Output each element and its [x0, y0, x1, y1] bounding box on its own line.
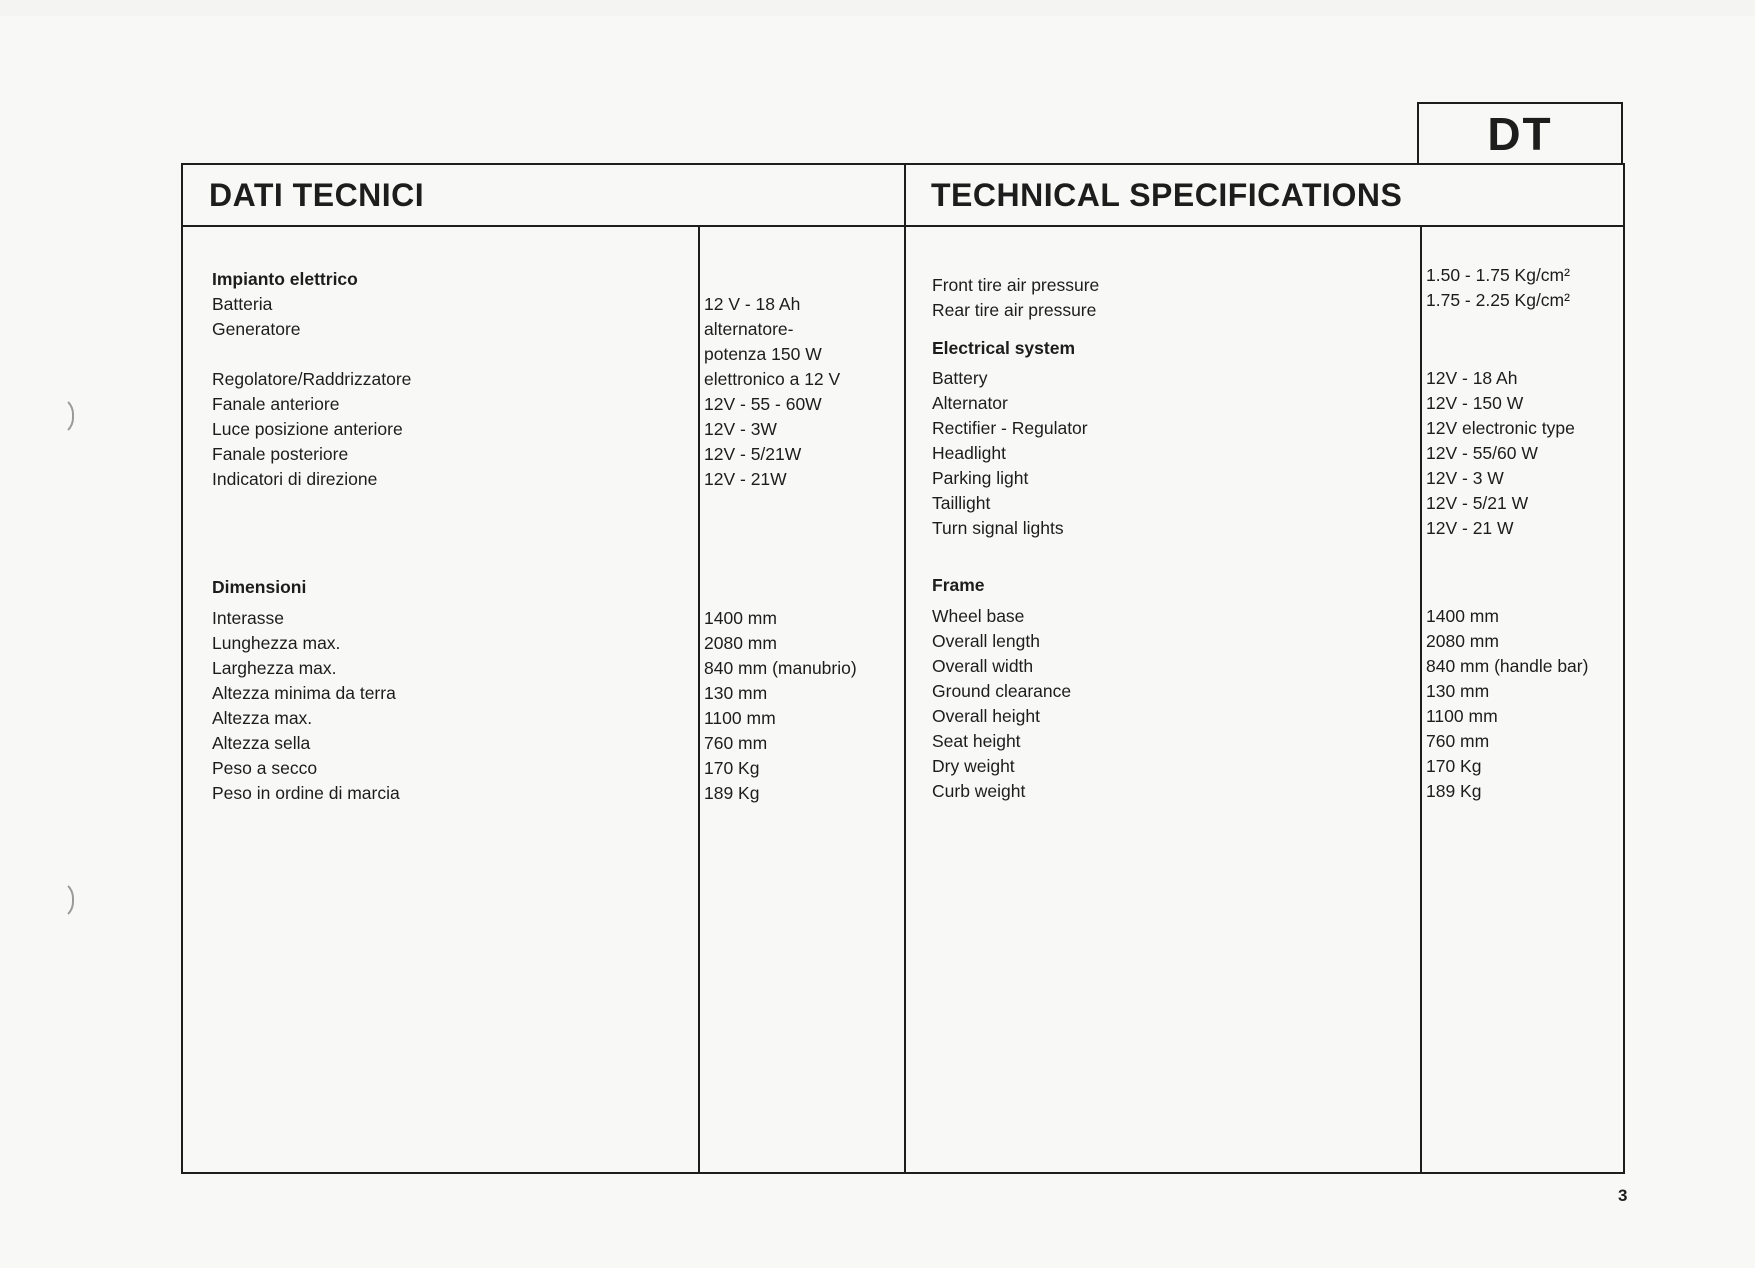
spec-value: 12V - 5/21 W	[1426, 493, 1529, 513]
spec-label: Curb weight	[932, 781, 1026, 801]
spec-value: 840 mm (handle bar)	[1426, 656, 1589, 676]
spec-label	[212, 342, 411, 367]
column-divider	[698, 226, 700, 1172]
spec-label: Taillight	[932, 493, 991, 513]
section-tab-label: DT	[1487, 108, 1553, 160]
spec-label: Peso in ordine di marcia	[212, 783, 400, 803]
spec-value: alternatore-	[704, 319, 794, 339]
spec-value: 130 mm	[704, 683, 768, 703]
spec-label: Regolatore/Raddrizzatore	[212, 369, 412, 389]
binder-hole	[46, 880, 74, 920]
spec-value: 12V - 21 W	[1426, 518, 1514, 538]
spec-value: 12V - 55 - 60W	[704, 394, 822, 414]
english-tire-labels	[932, 273, 1099, 323]
spec-label: Rear tire air pressure	[932, 300, 1097, 320]
spec-value: 1.50 - 1.75 Kg/cm²	[1426, 265, 1570, 285]
spec-value: 1400 mm	[704, 608, 777, 628]
spec-label: Luce posizione anteriore	[212, 419, 403, 439]
spec-label: Peso a secco	[212, 758, 318, 778]
spec-table	[181, 163, 1625, 1174]
spec-value: 189 Kg	[1426, 781, 1482, 801]
italian-electrical-values	[704, 292, 840, 492]
manual-page	[0, 16, 1755, 1268]
spec-label: Generatore	[212, 319, 301, 339]
spec-value: elettronico a 12 V	[704, 369, 841, 389]
spec-label: Lunghezza max.	[212, 633, 341, 653]
spec-label: Wheel base	[932, 606, 1025, 626]
spec-value: 130 mm	[1426, 681, 1490, 701]
spec-value: 12V - 3 W	[1426, 468, 1504, 488]
spec-value: 1100 mm	[1426, 706, 1498, 726]
spec-label: Front tire air pressure	[932, 275, 1100, 295]
spec-value: 170 Kg	[704, 758, 760, 778]
spec-value: 1.75 - 2.25 Kg/cm²	[1426, 290, 1570, 310]
spec-value: 170 Kg	[1426, 756, 1482, 776]
spec-value: 840 mm (manubrio)	[704, 658, 857, 678]
spec-value: potenza 150 W	[704, 344, 822, 364]
spec-label: Interasse	[212, 608, 284, 628]
language-divider	[904, 165, 906, 1172]
spec-value: 760 mm	[1426, 731, 1490, 751]
spec-label: Altezza minima da terra	[212, 683, 396, 703]
spec-value: 2080 mm	[1426, 631, 1499, 651]
italian-title: DATI TECNICI	[209, 177, 425, 213]
english-tire-values	[1426, 263, 1570, 313]
spec-value: 12V - 5/21W	[704, 444, 802, 464]
spec-label: Battery	[932, 368, 988, 388]
spec-value: 12V - 3W	[704, 419, 777, 439]
spec-value: 12V - 21W	[704, 469, 787, 489]
column-divider	[1420, 226, 1422, 1172]
section-heading: Frame	[932, 575, 985, 595]
english-electrical-labels	[932, 336, 1088, 541]
spec-value: 189 Kg	[704, 783, 760, 803]
spec-label: Alternator	[932, 393, 1008, 413]
spec-label: Batteria	[212, 294, 273, 314]
english-electrical-values	[1426, 366, 1575, 541]
spec-value: 1100 mm	[704, 708, 776, 728]
spec-label: Altezza sella	[212, 733, 311, 753]
spec-value: 12V electronic type	[1426, 418, 1575, 438]
italian-electrical-labels	[212, 267, 411, 492]
spec-label: Parking light	[932, 468, 1029, 488]
spec-label: Seat height	[932, 731, 1021, 751]
italian-dimension-labels	[212, 575, 400, 806]
spec-label: Overall width	[932, 656, 1034, 676]
spec-value: 12V - 18 Ah	[1426, 368, 1518, 388]
spec-label: Fanale posteriore	[212, 444, 349, 464]
spec-label: Dry weight	[932, 756, 1015, 776]
english-frame-labels	[932, 573, 1071, 804]
binder-hole	[46, 396, 74, 436]
page-number: 3	[1618, 1186, 1628, 1205]
italian-dimension-values	[704, 606, 857, 806]
section-heading: Dimensioni	[212, 577, 307, 597]
spec-label: Larghezza max.	[212, 658, 337, 678]
spec-label: Headlight	[932, 443, 1006, 463]
spec-label: Fanale anteriore	[212, 394, 340, 414]
spec-label: Rectifier - Regulator	[932, 418, 1088, 438]
spec-value: 2080 mm	[704, 633, 777, 653]
section-tab	[1417, 102, 1623, 163]
header-divider	[183, 225, 1623, 227]
spec-value: 12 V - 18 Ah	[704, 294, 801, 314]
spec-label: Turn signal lights	[932, 518, 1064, 538]
english-title: TECHNICAL SPECIFICATIONS	[931, 177, 1403, 213]
spec-value: 1400 mm	[1426, 606, 1499, 626]
section-heading: Impianto elettrico	[212, 269, 358, 289]
spec-label: Indicatori di direzione	[212, 469, 378, 489]
spec-value: 12V - 55/60 W	[1426, 443, 1538, 463]
spec-label: Ground clearance	[932, 681, 1072, 701]
spec-label: Overall length	[932, 631, 1040, 651]
english-frame-values	[1426, 604, 1588, 804]
spec-label: Overall height	[932, 706, 1040, 726]
spec-value: 12V - 150 W	[1426, 393, 1524, 413]
section-heading: Electrical system	[932, 338, 1076, 358]
spec-label: Altezza max.	[212, 708, 313, 728]
spec-value: 760 mm	[704, 733, 768, 753]
